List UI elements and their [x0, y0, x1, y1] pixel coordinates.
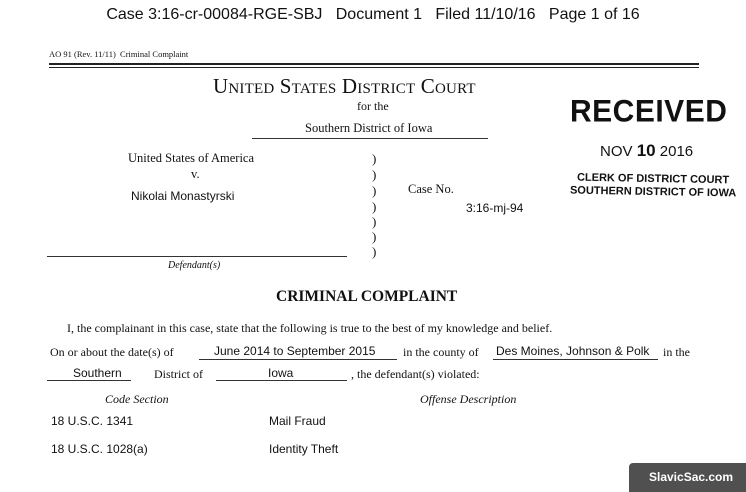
region-underline	[47, 380, 131, 381]
caption-paren-4: )	[372, 199, 377, 214]
caption-paren-7: )	[372, 244, 377, 259]
county-prefix: in the county of	[403, 345, 479, 359]
offense-row-1-desc: Mail Fraud	[269, 414, 326, 428]
caption-paren-3: )	[372, 183, 377, 198]
received-date-day: 10	[636, 141, 656, 160]
watermark-badge	[629, 463, 746, 492]
form-identifier: AO 91 (Rev. 11/11) Criminal Complaint	[49, 49, 189, 59]
received-stamp: RECEIVED	[570, 94, 728, 129]
received-date	[600, 141, 693, 161]
court-for-the: for the	[357, 99, 389, 113]
court-district: Southern District of Iowa	[305, 121, 433, 135]
plaintiff-name: United States of America	[128, 151, 255, 165]
watermark-text: SlavicSac.com	[649, 470, 734, 484]
header-rule-thin	[49, 67, 699, 68]
date-prefix: On or about the date(s) of	[50, 345, 174, 359]
offense-dates: June 2014 to September 2015	[214, 344, 376, 358]
defendant-name: Nikolai Monastyrski	[131, 189, 235, 203]
received-date-year: 2016	[659, 143, 694, 160]
complaint-title: CRIMINAL COMPLAINT	[276, 288, 458, 305]
state-underline	[216, 380, 347, 381]
district-region: Southern	[73, 366, 122, 380]
caption-paren-2: )	[372, 167, 377, 182]
caption-paren-6: )	[372, 229, 377, 244]
complaint-intro: I, the complainant in this case, state that the following is true to the best of my knowledge and belief.	[67, 321, 553, 335]
caption-paren-1: )	[372, 151, 377, 166]
defendant-label: Defendant(s)	[168, 260, 221, 271]
court-name: United States District Court	[213, 74, 476, 98]
offense-row-1-code: 18 U.S.C. 1341	[51, 414, 134, 428]
clerk-line-1: CLERK OF DISTRICT COURT	[576, 171, 730, 187]
caption-paren-5: )	[372, 214, 377, 229]
county-underline	[493, 359, 658, 360]
received-date-month: NOV	[600, 143, 633, 160]
county-suffix: in the	[663, 345, 690, 359]
defendant-signature-line	[47, 256, 347, 257]
offense-row-2-desc: Identity Theft	[269, 442, 339, 456]
offense-row-2-code: 18 U.S.C. 1028(a)	[51, 442, 148, 456]
versus-label: v.	[191, 167, 200, 181]
code-section-header: Code Section	[105, 392, 169, 406]
district-underline	[252, 138, 488, 139]
violated-label: , the defendant(s) violated:	[351, 367, 480, 381]
clerk-line-2: SOUTHERN DISTRICT OF IOWA	[569, 184, 737, 200]
county-value: Des Moines, Johnson & Polk	[496, 344, 650, 358]
district-of-label: District of	[154, 367, 203, 381]
case-header: Case 3:16-cr-00084-RGE-SBJ Document 1 Filed 11/10/16 Page 1 of 16	[106, 6, 640, 23]
header-rule-thick	[49, 63, 699, 65]
case-number-value: 3:16-mj-94	[466, 201, 524, 215]
offense-description-header: Offense Description	[420, 392, 517, 406]
state-value: Iowa	[268, 366, 294, 380]
case-number-label: Case No.	[408, 182, 454, 196]
dates-underline	[199, 359, 397, 360]
